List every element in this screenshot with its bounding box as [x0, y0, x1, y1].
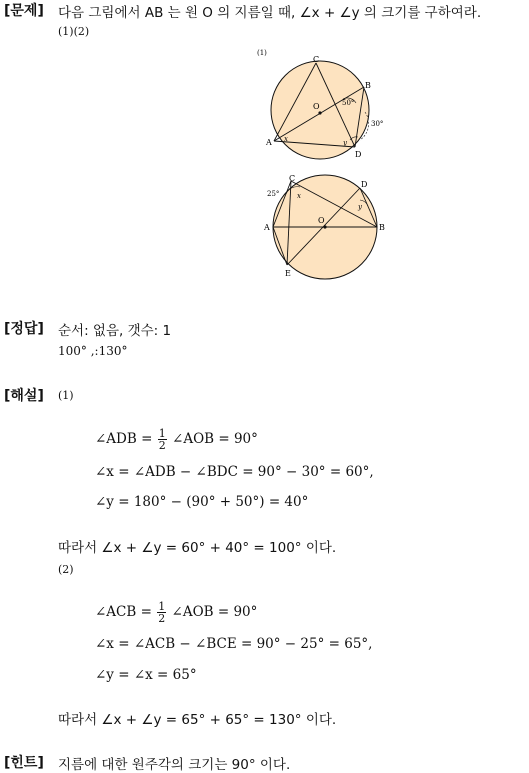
angle-50: 50° — [342, 99, 355, 107]
label-b2: B — [379, 223, 385, 232]
p1-fraction: $\frac{1}{2}$ — [158, 427, 166, 452]
p1-eq2: ∠x = ∠ADB − ∠BDC = 90° − 30° = 60°, — [95, 464, 374, 480]
label-d: D — [355, 150, 362, 159]
hint-tag: [힌트] — [4, 755, 44, 771]
angle-25: 25° — [267, 190, 280, 198]
hint-text: 지름에 대한 원주각의 크기는 90° 이다. — [58, 757, 291, 773]
p2-conclusion: 따라서 ∠x + ∠y = 65° + 65° = 130° 이다. — [58, 712, 337, 728]
p2-eq3: ∠y = ∠x = 65° — [95, 667, 197, 683]
answer-value-line: 100° ,:130° — [58, 344, 128, 358]
angle-x-2: x — [297, 192, 301, 200]
p2-eq1: ∠ACB = $\frac{1}{2}$ ∠AOB = 90° — [95, 600, 258, 625]
explanation-tag: [해설] — [4, 388, 44, 404]
figure-1-label: (1) — [257, 49, 267, 57]
problem-statement: 다음 그림에서 AB 는 원 O 의 지름일 때, ∠x + ∠y 의 크기를 구하여라. — [58, 5, 482, 21]
problem-tag: [문제] — [4, 3, 44, 19]
label-a2: A — [264, 223, 270, 232]
label-d2: D — [361, 180, 368, 189]
answer-tag: [정답] — [4, 321, 44, 337]
p1-conclusion: 따라서 ∠x + ∠y = 60° + 40° = 100° 이다. — [58, 540, 337, 556]
part1-label: (1) — [58, 389, 74, 402]
label-c: C — [313, 55, 320, 64]
label-b: B — [365, 81, 371, 90]
label-c2: C — [289, 174, 296, 183]
part2-label: (2) — [58, 563, 74, 576]
p2-fraction: $\frac{1}{2}$ — [158, 600, 166, 625]
p1-eq1: ∠ADB = $\frac{1}{2}$ ∠AOB = 90° — [95, 427, 258, 452]
label-o2: O — [318, 216, 325, 225]
angle-y-2: y — [358, 203, 362, 211]
p2-eq2: ∠x = ∠ACB − ∠BCE = 90° − 25° = 65°, — [95, 636, 373, 652]
center-o2-dot — [323, 225, 326, 228]
answer-order-line: 순서: 없음, 갯수: 1 — [58, 323, 172, 339]
p1-eq3: ∠y = 180° − (90° + 50°) = 40° — [95, 494, 309, 510]
angle-30: 30° — [371, 120, 384, 128]
angle-x-1: x — [284, 135, 288, 143]
label-o: O — [313, 102, 320, 111]
label-a: A — [266, 138, 272, 147]
label-e2: E — [285, 269, 291, 278]
parts-label: (1)(2) — [58, 25, 90, 38]
angle-y-1: y — [343, 139, 347, 147]
